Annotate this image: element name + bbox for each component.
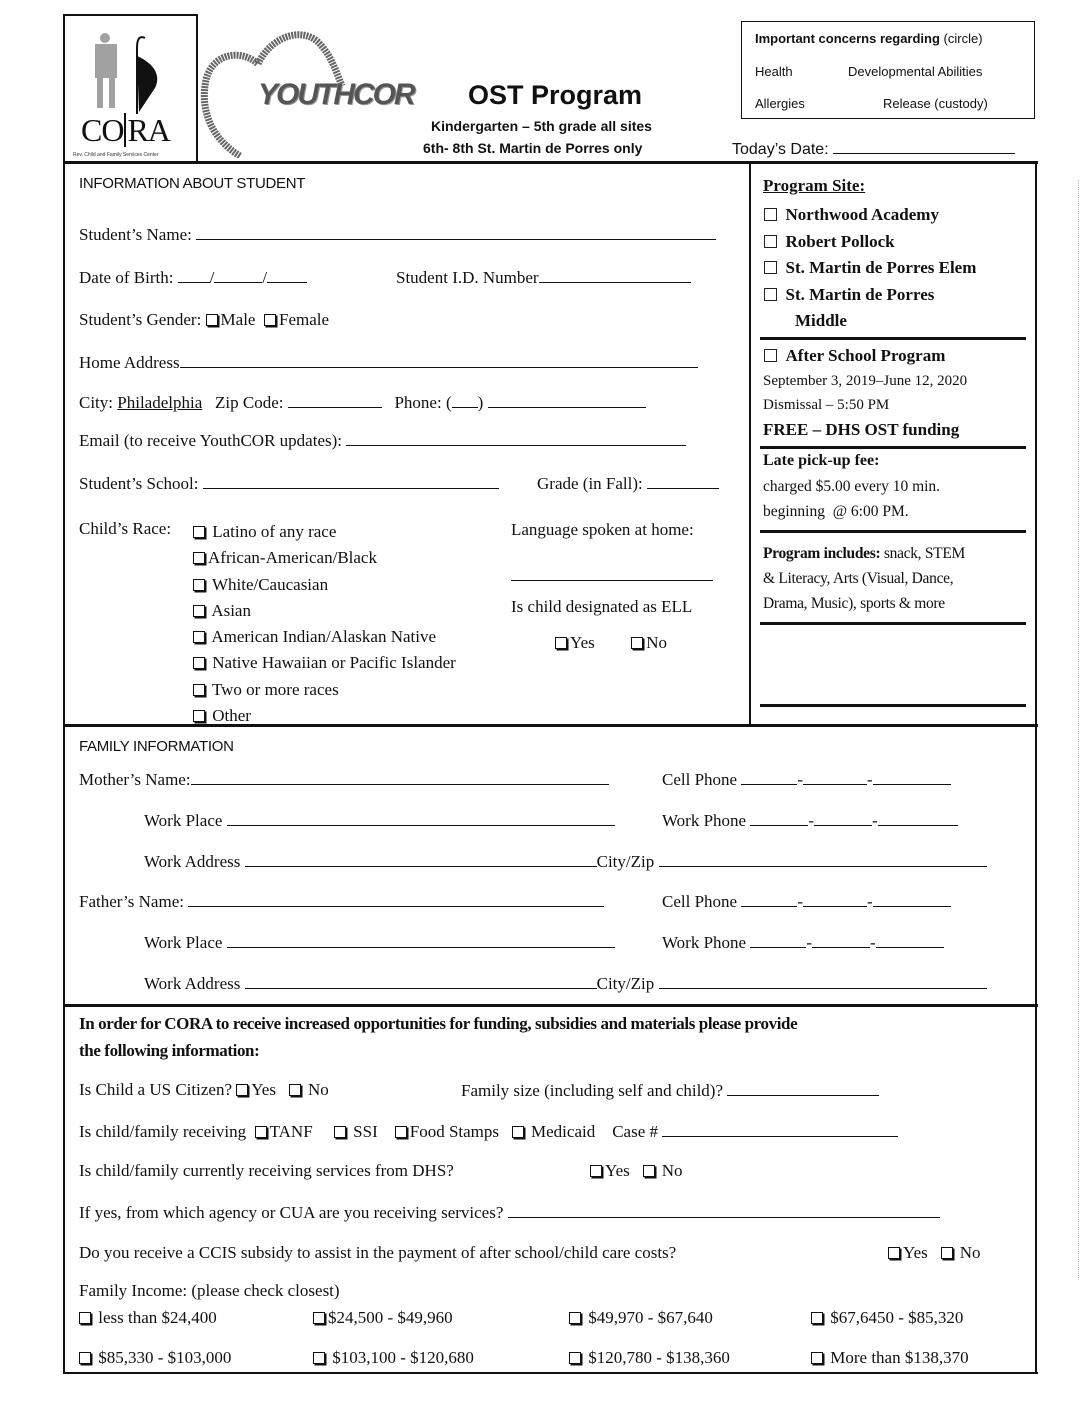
phone-area-input[interactable] — [452, 392, 478, 408]
race-option[interactable] — [193, 703, 456, 729]
site-label: Northwood Academy — [785, 205, 939, 224]
dash: - — [870, 933, 876, 952]
income-option[interactable] — [569, 1348, 730, 1368]
subtitle-middle: 6th- 8th St. Martin de Porres only — [423, 140, 643, 156]
income-option[interactable] — [569, 1308, 713, 1328]
gender-male-label: Male — [220, 310, 256, 329]
school-label: Student’s School: — [79, 474, 199, 493]
panel-rule — [760, 622, 1026, 625]
concerns-box — [741, 21, 1035, 119]
cora-logo-right: RA — [127, 112, 170, 148]
race-options — [193, 519, 456, 729]
funding-note: FREE – DHS OST funding — [763, 420, 960, 439]
mother-name-field[interactable] — [79, 769, 609, 790]
family-size-label: Family size (including self and child)? — [461, 1081, 724, 1100]
checkbox[interactable] — [313, 1352, 325, 1364]
late-fee-title: Late pick-up fee: — [763, 452, 880, 469]
ccis-no-checkbox[interactable] — [941, 1247, 953, 1259]
phone-part-input[interactable] — [803, 891, 867, 907]
concern-developmental[interactable]: Developmental Abilities — [848, 64, 983, 79]
dash: - — [797, 892, 804, 911]
race-option-label: Latino of any race — [212, 522, 337, 541]
race-label: Child’s Race: — [79, 519, 172, 538]
citizen-yes-checkbox[interactable] — [236, 1084, 248, 1096]
site-option-smdp-elem[interactable] — [764, 255, 976, 282]
dismissal-time: Dismissal – 5:50 PM — [763, 397, 890, 413]
funding-intro-line1: In order for CORA to receive increased opportunities for funding, subsidies and materials please provide — [79, 1014, 798, 1033]
race-option-label: Other — [212, 706, 251, 726]
ccis-options — [888, 1243, 981, 1263]
food-stamps-label: Food Stamps — [409, 1122, 500, 1141]
home-address-input[interactable] — [180, 352, 698, 368]
frame-left — [63, 161, 65, 1374]
father-workaddress-input[interactable] — [245, 973, 597, 989]
phone-part-input[interactable] — [750, 932, 806, 948]
checkbox[interactable] — [193, 552, 205, 564]
race-option-label: White/Caucasian — [211, 574, 329, 594]
phone-part-input[interactable] — [741, 891, 797, 907]
language-input[interactable] — [511, 580, 713, 581]
grade-field[interactable] — [537, 473, 719, 494]
dash: - — [872, 811, 878, 830]
food-stamps-checkbox[interactable] — [395, 1126, 407, 1138]
no-label: No — [307, 1080, 329, 1099]
medicaid-checkbox[interactable] — [512, 1126, 524, 1138]
dhs-options — [590, 1161, 683, 1181]
checkbox[interactable] — [79, 1312, 91, 1324]
dash: - — [797, 770, 804, 789]
dhs-no-checkbox[interactable] — [643, 1165, 655, 1177]
city-label: City: — [79, 393, 114, 412]
gender-label: Student’s Gender: — [79, 310, 202, 329]
site-label-middle: Middle — [795, 311, 847, 330]
checkbox[interactable] — [811, 1352, 823, 1364]
after-school-option[interactable] — [764, 346, 945, 366]
dash: - — [806, 933, 813, 952]
student-name-field[interactable] — [79, 224, 716, 245]
after-school-checkbox[interactable] — [764, 349, 777, 362]
income-option[interactable] — [313, 1348, 474, 1368]
concern-allergies[interactable]: Allergies — [755, 96, 805, 111]
checkbox[interactable] — [193, 605, 205, 617]
concern-release[interactable]: Release (custody) — [883, 96, 988, 111]
email-label: Email (to receive YouthCOR updates): — [79, 431, 342, 450]
gender-female-label: Female — [278, 310, 330, 329]
family-section-title: FAMILY INFORMATION — [79, 738, 234, 755]
income-option-label: less than $24,400 — [98, 1308, 217, 1327]
income-option[interactable] — [811, 1348, 969, 1368]
yes-label: Yes — [903, 1243, 928, 1262]
city-zip-label: City/Zip — [596, 974, 655, 993]
todays-date-label: Today’s Date: — [732, 141, 829, 158]
mother-cityzip-input[interactable] — [659, 851, 987, 867]
citizen-label: Is Child a US Citizen? — [79, 1080, 232, 1099]
cora-tagline: Rev. Child and Family Services Center — [73, 152, 159, 158]
mother-workphone-field[interactable] — [662, 810, 958, 831]
race-option-label: Two or more races — [211, 679, 339, 699]
checkbox[interactable] — [193, 579, 205, 591]
zip-label: Zip Code: — [215, 393, 284, 412]
checkbox[interactable] — [764, 261, 777, 274]
phone-close: ) — [477, 393, 484, 412]
dob-day-input[interactable] — [214, 267, 262, 283]
ccis-label: Do you receive a CCIS subsidy to assist in the payment of after school/child care costs? — [79, 1243, 677, 1262]
cell-phone-label: Cell Phone — [662, 770, 738, 789]
income-option-label: $103,100 - $120,680 — [332, 1348, 474, 1367]
ssi-checkbox[interactable] — [334, 1126, 346, 1138]
student-id-field[interactable] — [396, 267, 691, 288]
race-option[interactable] — [193, 650, 456, 676]
work-place-label: Work Place — [144, 933, 223, 952]
income-option[interactable] — [313, 1308, 453, 1328]
father-name-field[interactable] — [79, 891, 604, 912]
program-dates: September 3, 2019–June 12, 2020 — [763, 373, 968, 389]
gender-field — [79, 310, 329, 330]
father-workplace-field[interactable] — [144, 932, 615, 953]
work-address-label: Work Address — [144, 852, 241, 871]
language-label: Language spoken at home: — [511, 520, 694, 539]
work-phone-label: Work Phone — [662, 933, 747, 952]
email-input[interactable] — [346, 430, 686, 446]
checkbox[interactable] — [193, 526, 205, 538]
citizen-question — [79, 1080, 329, 1100]
dhs-label: Is child/family currently receiving services from DHS? — [79, 1161, 454, 1180]
income-option-label: More than $138,370 — [830, 1348, 969, 1367]
ell-yes-checkbox[interactable] — [555, 637, 567, 649]
scan-artifact — [1078, 180, 1079, 1280]
site-option-smdp-middle[interactable] — [764, 282, 976, 309]
school-field[interactable] — [79, 473, 499, 494]
dash: - — [808, 811, 815, 830]
city-zip-phone-row — [79, 392, 646, 413]
section-divider-funding — [63, 1004, 1038, 1007]
city-value[interactable]: Philadelphia — [117, 393, 203, 412]
checkbox[interactable] — [193, 657, 205, 669]
benefits-question — [79, 1121, 898, 1142]
medicaid-label: Medicaid — [531, 1122, 596, 1141]
checkbox[interactable] — [193, 684, 205, 696]
checkbox[interactable] — [764, 235, 777, 248]
income-option-label: $49,970 - $67,640 — [588, 1308, 713, 1327]
checkbox[interactable] — [569, 1312, 581, 1324]
checkbox[interactable] — [811, 1312, 823, 1324]
late-fee-line1: charged $5.00 every 10 min. — [763, 478, 941, 495]
phone-part-input[interactable] — [803, 769, 867, 785]
income-option[interactable] — [811, 1308, 963, 1328]
receiving-label: Is child/family receiving — [79, 1122, 247, 1141]
family-size-input[interactable] — [727, 1080, 879, 1096]
concerns-title: Important concerns regarding — [755, 31, 940, 46]
race-option[interactable] — [193, 572, 456, 598]
cell-phone-label: Cell Phone — [662, 892, 738, 911]
ell-no-label: No — [646, 633, 668, 652]
checkbox[interactable] — [569, 1352, 581, 1364]
dash: - — [867, 770, 873, 789]
income-option-label: $67,6450 - $85,320 — [830, 1308, 964, 1327]
race-option[interactable] — [193, 598, 456, 624]
phone-part-input[interactable] — [873, 769, 951, 785]
race-option-label: African-American/Black — [208, 548, 377, 568]
late-fee-line2: beginning @ 6:00 PM. — [763, 503, 909, 520]
checkbox[interactable] — [193, 631, 205, 643]
phone-part-input[interactable] — [878, 810, 958, 826]
yes-label: Yes — [605, 1161, 630, 1180]
ell-no-checkbox[interactable] — [631, 637, 643, 649]
mother-name-input[interactable] — [191, 769, 609, 785]
agency-input[interactable] — [508, 1202, 940, 1218]
subtitle-grades: Kindergarten – 5th grade all sites — [431, 118, 652, 134]
dob-field[interactable] — [79, 267, 307, 288]
race-option[interactable] — [193, 624, 456, 650]
ell-options — [555, 633, 667, 653]
tanf-label: TANF — [269, 1122, 313, 1141]
panel-rule — [760, 337, 1026, 340]
ccis-yes-checkbox[interactable] — [888, 1247, 900, 1259]
phone-part-input[interactable] — [873, 891, 951, 907]
cora-logo-left: CO — [81, 112, 124, 148]
after-school-label: After School Program — [785, 346, 946, 365]
panel-rule — [760, 446, 1026, 449]
phone-part-input[interactable] — [812, 932, 870, 948]
case-label: Case # — [612, 1122, 659, 1141]
mother-workaddress-field[interactable] — [144, 851, 987, 872]
income-option-label: $24,500 - $49,960 — [328, 1308, 453, 1327]
mother-name-label: Mother’s Name: — [79, 770, 191, 789]
work-phone-label: Work Phone — [662, 811, 747, 830]
father-workplace-input[interactable] — [227, 932, 615, 948]
no-label: No — [959, 1243, 981, 1262]
panel-rule — [760, 704, 1026, 707]
mother-workaddress-input[interactable] — [245, 851, 597, 867]
father-cityzip-input[interactable] — [659, 973, 987, 989]
father-cell-field[interactable] — [662, 891, 951, 912]
student-id-input[interactable] — [539, 267, 691, 283]
includes-line2: & Literacy, Arts (Visual, Dance, — [763, 570, 954, 587]
site-label: Robert Pollock — [785, 231, 895, 251]
includes-title: Program includes: — [763, 545, 881, 562]
zip-input[interactable] — [288, 392, 382, 408]
dob-sep: / — [209, 268, 215, 287]
race-option[interactable] — [193, 677, 456, 703]
no-label: No — [661, 1161, 683, 1180]
todays-date-input[interactable] — [833, 138, 1015, 154]
dob-month-input[interactable] — [178, 267, 210, 283]
student-name-label: Student’s Name: — [79, 225, 192, 244]
gender-female-checkbox[interactable] — [264, 314, 276, 326]
program-site-title: Program Site: — [763, 176, 866, 195]
student-id-label: Student I.D. Number — [396, 268, 539, 287]
dob-year-input[interactable] — [267, 267, 307, 283]
ell-label: Is child designated as ELL — [511, 597, 693, 616]
umbrella-figure-icon — [75, 26, 185, 121]
father-workaddress-field[interactable] — [144, 973, 987, 994]
student-name-input[interactable] — [196, 224, 716, 240]
mother-workplace-input[interactable] — [227, 810, 615, 826]
home-address-label: Home Address — [79, 353, 180, 372]
panel-divider — [749, 161, 751, 725]
includes-line3: Drama, Music), sports & more — [763, 595, 945, 612]
email-field[interactable] — [79, 430, 686, 451]
dob-sep: / — [262, 268, 268, 287]
father-workphone-field[interactable] — [662, 932, 944, 953]
program-title: OST Program — [468, 80, 643, 110]
site-label: St. Martin de Porres Elem — [785, 258, 977, 277]
dhs-yes-checkbox[interactable] — [590, 1165, 602, 1177]
agency-field[interactable] — [79, 1202, 940, 1223]
checkbox[interactable] — [79, 1352, 91, 1364]
includes-line1: snack, STEM — [880, 545, 965, 562]
program-site-list — [764, 202, 976, 335]
tanf-checkbox[interactable] — [255, 1126, 267, 1138]
income-label: Family Income: (please check closest) — [79, 1281, 340, 1300]
checkbox[interactable] — [193, 710, 205, 722]
site-option-pollock[interactable] — [764, 229, 976, 256]
panel-rule — [760, 530, 1026, 533]
phone-label: Phone: ( — [394, 393, 452, 412]
case-number-input[interactable] — [662, 1121, 898, 1137]
yes-label: Yes — [251, 1080, 276, 1099]
race-option[interactable] — [193, 545, 456, 571]
dob-label: Date of Birth: — [79, 268, 174, 287]
income-option-label: $85,330 - $103,000 — [98, 1348, 232, 1367]
ccis-question — [79, 1243, 676, 1263]
race-option-label: American Indian/Alaskan Native — [211, 627, 437, 647]
concerns-note: (circle) — [943, 31, 983, 46]
income-option[interactable] — [79, 1348, 231, 1368]
mother-cell-field[interactable] — [662, 769, 951, 790]
dash: - — [867, 892, 873, 911]
todays-date-field[interactable] — [732, 138, 1015, 159]
race-option-label: Native Hawaiian or Pacific Islander — [212, 653, 456, 673]
checkbox[interactable] — [313, 1312, 325, 1324]
income-option-label: $120,780 - $138,360 — [588, 1348, 730, 1367]
mother-workplace-field[interactable] — [144, 810, 615, 831]
phone-part-input[interactable] — [741, 769, 797, 785]
ssi-label: SSI — [353, 1122, 378, 1141]
city-zip-label: City/Zip — [596, 852, 655, 871]
cora-logo — [63, 14, 198, 162]
race-option-label: Asian — [211, 600, 251, 620]
dhs-question — [79, 1161, 454, 1181]
race-option[interactable] — [193, 519, 456, 545]
work-place-label: Work Place — [144, 811, 223, 830]
school-input[interactable] — [203, 473, 499, 489]
student-section-title: INFORMATION ABOUT STUDENT — [79, 175, 306, 192]
home-address-field[interactable] — [79, 352, 698, 373]
family-size-field[interactable] — [461, 1080, 879, 1101]
gender-male-checkbox[interactable] — [206, 314, 218, 326]
phone-input[interactable] — [488, 392, 646, 408]
grade-label: Grade (in Fall): — [537, 474, 643, 493]
phone-part-input[interactable] — [814, 810, 872, 826]
income-option[interactable] — [79, 1308, 217, 1328]
checkbox[interactable] — [764, 208, 777, 221]
phone-part-input[interactable] — [876, 932, 944, 948]
site-label: St. Martin de Porres — [785, 284, 935, 304]
agency-label: If yes, from which agency or CUA are you receiving services? — [79, 1203, 504, 1222]
frame-top — [63, 161, 1038, 164]
frame-bottom — [63, 1372, 1038, 1374]
citizen-no-checkbox[interactable] — [289, 1084, 301, 1096]
program-includes — [763, 545, 965, 563]
funding-intro-line2: the following information: — [79, 1041, 260, 1060]
concern-health[interactable]: Health — [755, 64, 793, 79]
father-name-label: Father’s Name: — [79, 892, 184, 911]
youthcor-logo: YOUTHCOR — [258, 78, 414, 111]
site-option-northwood[interactable] — [764, 202, 976, 229]
work-address-label: Work Address — [144, 974, 241, 993]
ell-yes-label: Yes — [570, 633, 595, 652]
father-name-input[interactable] — [188, 891, 604, 907]
frame-right — [1035, 161, 1037, 1374]
phone-part-input[interactable] — [750, 810, 808, 826]
checkbox[interactable] — [764, 288, 777, 301]
grade-input[interactable] — [647, 473, 719, 489]
